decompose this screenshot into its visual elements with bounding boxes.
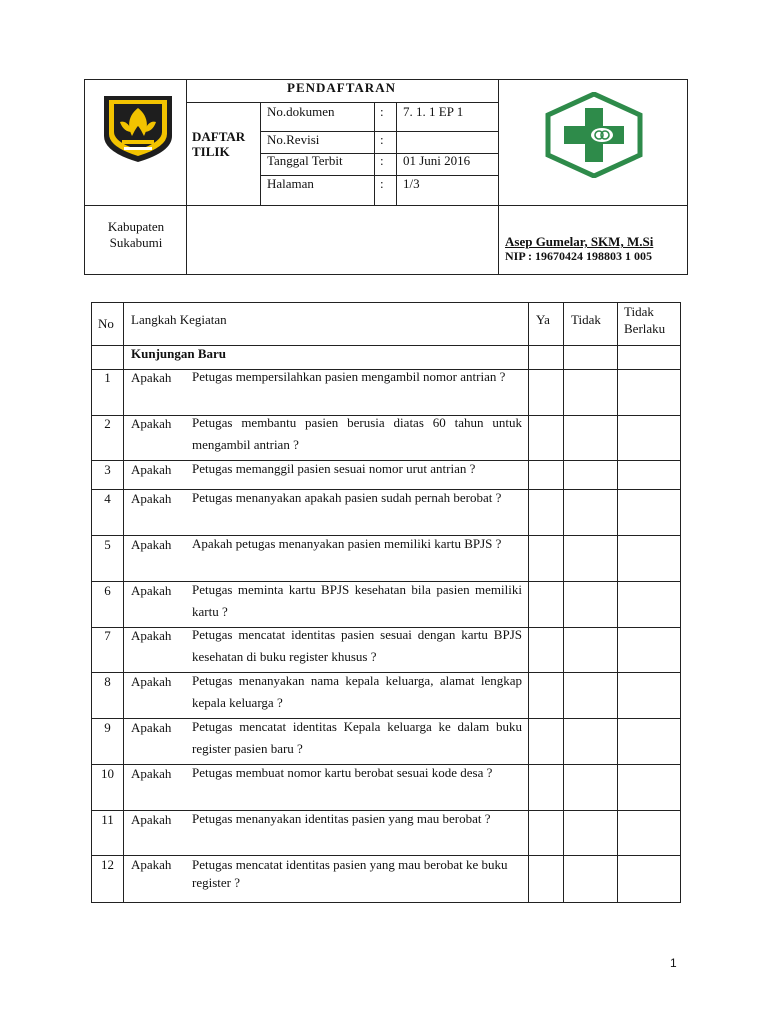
row-step-text: Petugas menanyakan identitas pasien yang mau berobat ? xyxy=(192,811,491,826)
row-prefix: Apakah xyxy=(131,720,172,735)
row-prefix: Apakah xyxy=(131,857,172,872)
field-value: 7. 1. 1 EP 1 xyxy=(403,104,464,119)
row-prefix: Apakah xyxy=(131,766,172,781)
row-number: 3 xyxy=(104,462,111,477)
row-prefix: Apakah xyxy=(131,462,172,477)
row-step-text: Petugas mencatat identitas Kepala keluarga ke dalam buku register pasien baru ? xyxy=(192,719,522,756)
puskesmas-logo xyxy=(544,92,644,178)
row-step-text: Petugas membantu pasien berusia diatas 60 tahun untuk mengambil antrian ? xyxy=(192,415,522,452)
row-number: 5 xyxy=(104,537,111,552)
document-title: PENDAFTARAN xyxy=(287,80,396,95)
section-title: Kunjungan Baru xyxy=(131,346,227,361)
row-step-text: Petugas menanyakan apakah pasien sudah pernah berobat ? xyxy=(192,490,502,505)
row-prefix: Apakah xyxy=(131,537,172,552)
row-number: 10 xyxy=(101,766,114,781)
region-name: Kabupaten Sukabumi xyxy=(107,219,165,250)
row-prefix: Apakah xyxy=(131,491,172,506)
row-number: 1 xyxy=(104,370,111,385)
row-number: 6 xyxy=(104,583,111,598)
col-header-step: Langkah Kegiatan xyxy=(131,312,227,327)
row-prefix: Apakah xyxy=(131,416,172,431)
field-separator: : xyxy=(380,153,384,168)
row-prefix: Apakah xyxy=(131,812,172,827)
row-step-text: Apakah petugas menanyakan pasien memiliki kartu BPJS ? xyxy=(192,536,502,551)
col-header-no-answer: Tidak xyxy=(571,312,601,327)
row-step-text: Petugas mencatat identitas pasien yang mau berobat ke buku register ? xyxy=(192,857,508,890)
field-label: Halaman xyxy=(267,176,314,191)
field-separator: : xyxy=(380,104,384,119)
row-step-text: Petugas membuat nomor kartu berobat sesuai kode desa ? xyxy=(192,765,493,780)
field-separator: : xyxy=(380,132,384,147)
document-type: DAFTAR TILIK xyxy=(192,129,246,159)
row-number: 7 xyxy=(104,628,111,643)
row-number: 12 xyxy=(101,857,114,872)
field-separator: : xyxy=(380,176,384,191)
field-value: 01 Juni 2016 xyxy=(403,153,471,168)
row-number: 9 xyxy=(104,720,111,735)
field-label: No.Revisi xyxy=(267,132,320,147)
row-prefix: Apakah xyxy=(131,583,172,598)
col-header-not-applicable: Tidak Berlaku xyxy=(624,304,666,336)
row-step-text: Petugas mencatat identitas pasien sesuai dengan kartu BPJS kesehatan di buku register khusus ? xyxy=(192,627,522,664)
regency-emblem-logo xyxy=(100,92,176,164)
field-label: No.dokumen xyxy=(267,104,335,119)
row-number: 2 xyxy=(104,416,111,431)
row-number: 8 xyxy=(104,674,111,689)
row-prefix: Apakah xyxy=(131,674,172,689)
signatory-name: Asep Gumelar, SKM, M.Si xyxy=(505,234,654,249)
row-step-text: Petugas meminta kartu BPJS kesehatan bila pasien memiliki kartu ? xyxy=(192,582,522,619)
row-prefix: Apakah xyxy=(131,628,172,643)
page-number: 1 xyxy=(670,956,677,970)
signatory-nip: NIP : 19670424 198803 1 005 xyxy=(505,249,652,263)
field-value: 1/3 xyxy=(403,176,420,191)
row-number: 4 xyxy=(104,491,111,506)
row-number: 11 xyxy=(101,812,114,827)
row-step-text: Petugas memanggil pasien sesuai nomor urut antrian ? xyxy=(192,461,476,476)
row-prefix: Apakah xyxy=(131,370,172,385)
row-step-text: Petugas mempersilahkan pasien mengambil nomor antrian ? xyxy=(192,369,506,384)
row-step-text: Petugas menanyakan nama kepala keluarga, alamat lengkap kepala keluarga ? xyxy=(192,673,522,710)
col-header-no: No xyxy=(98,316,114,331)
field-label: Tanggal Terbit xyxy=(267,153,343,168)
col-header-yes: Ya xyxy=(536,312,550,327)
